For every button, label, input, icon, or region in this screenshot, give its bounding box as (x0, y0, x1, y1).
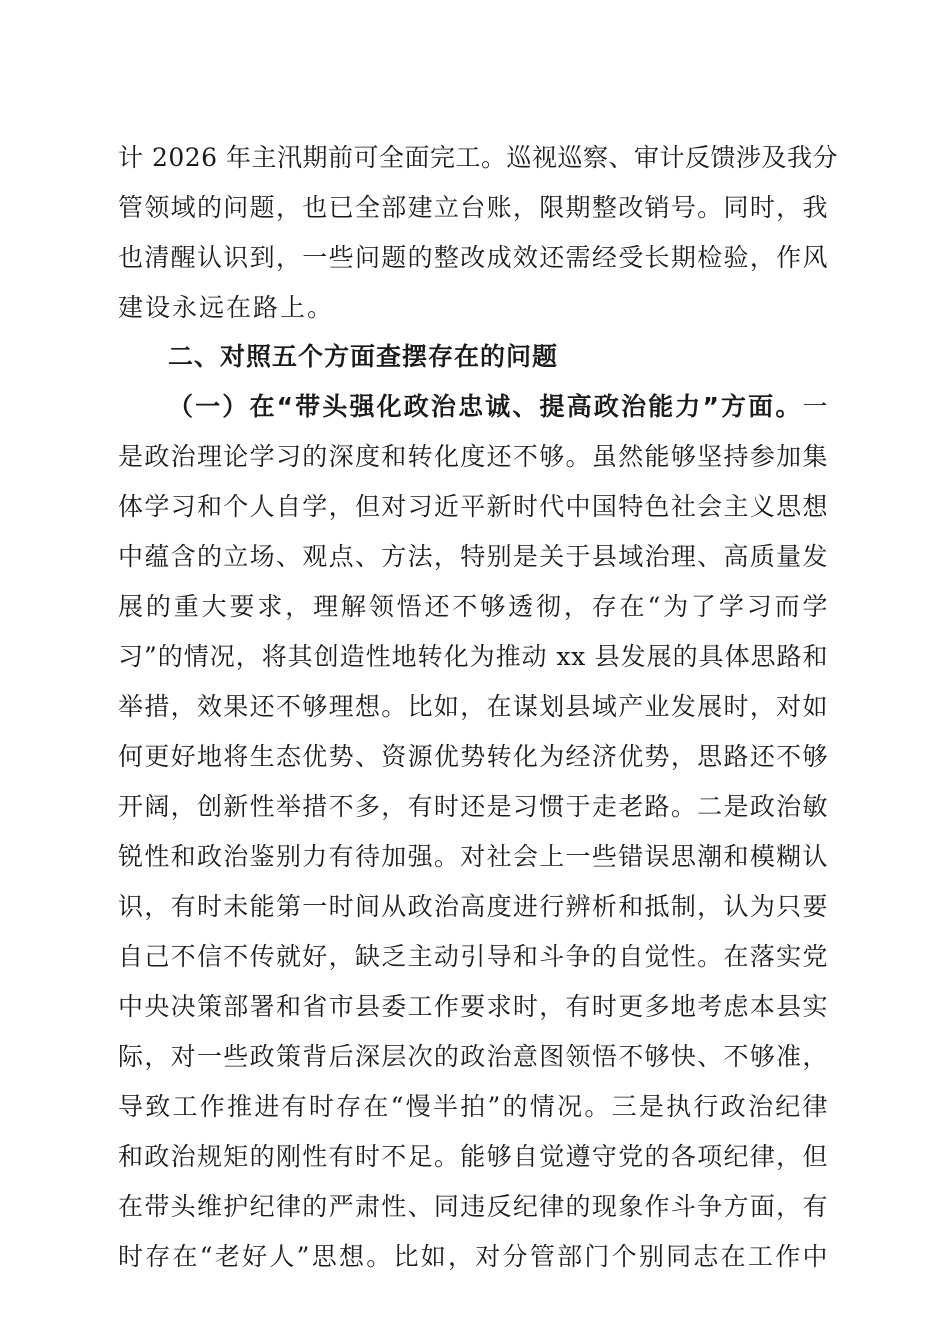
body-line: 识，有时未能第一时间从政治高度进行辨析和抵制，认为只要 (118, 892, 828, 921)
body-line: 展的重大要求，理解领悟还不够透彻，存在“为了学习而学 (118, 592, 828, 621)
body-line: 开阔，创新性举措不多，有时还是习惯于走老路。二是政治敏 (118, 792, 828, 821)
body-line: 导致工作推进有时存在“慢半拍”的情况。三是执行政治纪律 (118, 1092, 828, 1121)
body-line: 是政治理论学习的深度和转化度还不够。虽然能够坚持参加集 (118, 442, 828, 471)
intro-line-1: 计 2026 年主汛期前可全面完工。巡视巡察、审计反馈涉及我分 (118, 143, 839, 172)
body-line: 际，对一些政策背后深层次的政治意图领悟不够快、不够准， (118, 1042, 828, 1071)
body-line: 锐性和政治鉴别力有待加强。对社会上一些错误思潮和模糊认 (118, 842, 828, 871)
subsection-heading: （一）在“带头强化政治忠诚、提高政治能力”方面。 (168, 392, 803, 421)
intro-line-3: 也清醒认识到，一些问题的整改成效还需经受长期检验，作风 (118, 243, 828, 272)
body-line: 何更好地将生态优势、资源优势转化为经济优势，思路还不够 (118, 742, 828, 771)
section-heading: 二、对照五个方面查摆存在的问题 (168, 342, 559, 371)
body-line: 自己不信不传就好，缺乏主动引导和斗争的自觉性。在落实党 (118, 942, 828, 971)
body-line: 在带头维护纪律的严肃性、同违反纪律的现象作斗争方面，有 (118, 1192, 828, 1221)
body-line: 时存在“老好人”思想。比如，对分管部门个别同志在工作中 (118, 1242, 828, 1271)
body-line: 举措，效果还不够理想。比如，在谋划县域产业发展时，对如 (118, 692, 828, 721)
body-line: 体学习和个人自学，但对习近平新时代中国特色社会主义思想 (118, 492, 828, 521)
intro-line-2: 管领域的问题，也已全部建立台账，限期整改销号。同时，我 (118, 193, 828, 222)
body-line: 和政治规矩的刚性有时不足。能够自觉遵守党的各项纪律，但 (118, 1142, 828, 1171)
subsection-lead-line (168, 385, 828, 429)
subsection-lead-rest: 一 (802, 392, 828, 421)
body-line: 中蕴含的立场、观点、方法，特别是关于县域治理、高质量发 (118, 542, 828, 571)
body-line: 中央决策部署和省市县委工作要求时，有时更多地考虑本县实 (118, 992, 828, 1021)
intro-line-4: 建设永远在路上。 (118, 293, 335, 322)
body-line: 习”的情况，将其创造性地转化为推动 xx 县发展的具体思路和 (118, 642, 828, 671)
